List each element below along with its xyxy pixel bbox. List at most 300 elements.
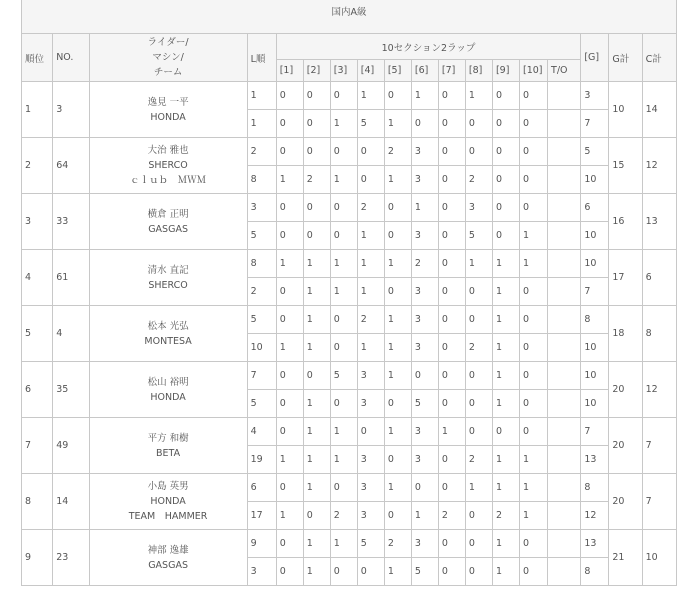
number-cell: 35	[53, 362, 89, 418]
score-cell: 5	[465, 222, 492, 250]
lap-cell: 4	[247, 418, 276, 446]
results-table	[21, 0, 677, 586]
score-cell: 0	[384, 82, 411, 110]
score-cell: 0	[276, 474, 303, 502]
score-cell	[548, 110, 581, 138]
rider-name: 小島 英男	[147, 481, 189, 492]
rider-name: 松本 光弘	[147, 320, 189, 332]
lap-cell: 3	[247, 194, 276, 222]
c-total-cell: 14	[642, 82, 676, 138]
score-cell: 0	[330, 474, 357, 502]
score-cell: 0	[330, 82, 357, 110]
score-cell: 0	[303, 362, 330, 390]
score-cell: 0	[276, 558, 303, 586]
g-cell: 7	[581, 278, 609, 306]
rank-cell: 9	[22, 530, 53, 586]
score-cell: 0	[276, 278, 303, 306]
header-section-col: [9]	[492, 60, 519, 82]
score-cell: 0	[276, 362, 303, 390]
score-cell: 3	[357, 390, 384, 418]
score-cell: 1	[303, 474, 330, 502]
g-cell: 6	[581, 194, 609, 222]
rider-cell	[89, 250, 247, 306]
score-cell: 0	[438, 110, 465, 138]
score-cell: 1	[303, 446, 330, 474]
score-cell: 0	[519, 278, 547, 306]
score-cell: 0	[438, 250, 465, 278]
score-cell: 1	[519, 222, 547, 250]
score-cell: 0	[303, 222, 330, 250]
score-cell: 0	[384, 446, 411, 474]
rider-cell	[89, 362, 247, 418]
score-cell: 1	[303, 334, 330, 362]
score-cell: 1	[303, 418, 330, 446]
score-cell: 1	[276, 166, 303, 194]
number-cell: 14	[53, 474, 89, 530]
rank-cell: 2	[22, 138, 53, 194]
lap-cell: 5	[247, 390, 276, 418]
score-cell	[548, 306, 581, 334]
table-row	[22, 530, 677, 558]
number-cell: 4	[53, 306, 89, 362]
score-cell: 0	[465, 558, 492, 586]
rider-team: ｃｌｕｂ ＭＷＭ	[130, 175, 207, 186]
table-row	[22, 82, 677, 110]
lap-cell: 8	[247, 166, 276, 194]
score-cell: 0	[519, 166, 547, 194]
score-cell: 0	[438, 390, 465, 418]
score-cell: 1	[492, 390, 519, 418]
score-cell: 0	[438, 166, 465, 194]
score-cell: 2	[465, 166, 492, 194]
c-total-cell: 6	[642, 250, 676, 306]
score-cell: 0	[303, 82, 330, 110]
header-sections: 10セクション2ラップ	[276, 34, 581, 60]
score-cell: 1	[276, 446, 303, 474]
rider-machine: HONDA	[150, 111, 186, 123]
header-rider-line: マシン/	[152, 52, 184, 63]
g-cell: 8	[581, 558, 609, 586]
score-cell: 0	[411, 362, 438, 390]
score-cell: 5	[411, 558, 438, 586]
score-cell: 0	[519, 138, 547, 166]
rider-name: 横倉 正明	[147, 208, 189, 220]
score-cell	[548, 390, 581, 418]
header-section-col: [5]	[384, 60, 411, 82]
rank-cell: 6	[22, 362, 53, 418]
score-cell: 0	[519, 110, 547, 138]
score-cell: 0	[465, 362, 492, 390]
header-section-col: [1]	[276, 60, 303, 82]
g-cell: 10	[581, 362, 609, 390]
score-cell: 3	[411, 306, 438, 334]
score-cell: 0	[276, 82, 303, 110]
c-total-cell: 7	[642, 474, 676, 530]
g-total-cell: 16	[609, 194, 642, 250]
score-cell: 1	[330, 278, 357, 306]
c-total-cell: 12	[642, 138, 676, 194]
header-no: NO.	[53, 34, 89, 82]
rank-cell: 3	[22, 194, 53, 250]
score-cell: 0	[411, 110, 438, 138]
number-cell: 49	[53, 418, 89, 474]
score-cell: 1	[330, 530, 357, 558]
score-cell: 1	[276, 250, 303, 278]
score-cell: 2	[465, 334, 492, 362]
score-cell: 0	[330, 138, 357, 166]
rider-cell	[89, 530, 247, 586]
score-cell: 1	[492, 362, 519, 390]
g-total-cell: 21	[609, 530, 642, 586]
g-cell: 10	[581, 390, 609, 418]
g-cell: 10	[581, 222, 609, 250]
score-cell	[548, 334, 581, 362]
table-row	[22, 138, 677, 166]
g-total-cell: 18	[609, 306, 642, 362]
score-cell	[548, 278, 581, 306]
rider-name: 松山 裕明	[147, 376, 189, 388]
score-cell: 2	[438, 502, 465, 530]
rider-name: 逸見 一平	[147, 96, 189, 108]
rider-name: 平方 和樹	[147, 432, 189, 444]
rider-machine: HONDA	[150, 496, 186, 507]
score-cell: 0	[357, 418, 384, 446]
score-cell: 3	[411, 166, 438, 194]
c-total-cell: 8	[642, 306, 676, 362]
rider-name: 大治 雅也	[147, 145, 189, 156]
score-cell	[548, 474, 581, 502]
table-row	[22, 250, 677, 278]
score-cell: 0	[465, 418, 492, 446]
score-cell: 1	[384, 558, 411, 586]
lap-cell: 10	[247, 334, 276, 362]
score-cell: 1	[519, 446, 547, 474]
score-cell: 0	[330, 390, 357, 418]
score-cell: 1	[465, 82, 492, 110]
score-cell: 0	[330, 334, 357, 362]
rider-cell	[89, 82, 247, 138]
score-cell: 0	[519, 418, 547, 446]
score-cell	[548, 502, 581, 530]
c-total-cell: 13	[642, 194, 676, 250]
score-cell: 5	[330, 362, 357, 390]
number-cell: 61	[53, 250, 89, 306]
g-cell: 8	[581, 474, 609, 502]
lap-cell: 9	[247, 530, 276, 558]
g-total-cell: 17	[609, 250, 642, 306]
score-cell: 3	[357, 502, 384, 530]
score-cell: 1	[330, 250, 357, 278]
score-cell	[548, 166, 581, 194]
score-cell: 0	[492, 82, 519, 110]
lap-cell: 1	[247, 110, 276, 138]
score-cell: 1	[276, 502, 303, 530]
score-cell: 1	[357, 82, 384, 110]
score-cell: 1	[303, 278, 330, 306]
score-cell: 0	[276, 418, 303, 446]
g-cell: 12	[581, 502, 609, 530]
table-row	[22, 474, 677, 502]
lap-cell: 6	[247, 474, 276, 502]
rider-name: 清水 直記	[147, 264, 189, 276]
g-cell: 13	[581, 530, 609, 558]
lap-cell: 7	[247, 362, 276, 390]
score-cell: 0	[519, 82, 547, 110]
rider-cell	[89, 418, 247, 474]
score-cell: 0	[438, 334, 465, 362]
header-rider-line: チーム	[153, 67, 183, 78]
score-cell: 0	[357, 558, 384, 586]
score-cell: 0	[519, 334, 547, 362]
g-total-cell: 20	[609, 362, 642, 418]
rank-cell: 7	[22, 418, 53, 474]
lap-cell: 5	[247, 222, 276, 250]
score-cell: 1	[330, 166, 357, 194]
score-cell: 0	[465, 390, 492, 418]
score-cell: 1	[330, 110, 357, 138]
score-cell: 1	[357, 222, 384, 250]
rider-machine: GASGAS	[148, 223, 188, 235]
score-cell: 3	[357, 362, 384, 390]
lap-cell: 2	[247, 278, 276, 306]
score-cell	[548, 194, 581, 222]
score-cell: 0	[438, 278, 465, 306]
score-cell: 3	[411, 138, 438, 166]
score-cell: 0	[438, 446, 465, 474]
score-cell	[548, 418, 581, 446]
number-cell: 23	[53, 530, 89, 586]
score-cell: 0	[276, 530, 303, 558]
score-cell: 0	[438, 474, 465, 502]
header-section-col: [7]	[438, 60, 465, 82]
header-section-col: [8]	[465, 60, 492, 82]
score-cell: 0	[330, 558, 357, 586]
score-cell: 1	[492, 558, 519, 586]
table-row	[22, 418, 677, 446]
score-cell: 1	[384, 110, 411, 138]
header-c-total: C計	[642, 34, 676, 82]
score-cell: 0	[303, 502, 330, 530]
rider-cell	[89, 474, 247, 530]
score-cell: 1	[384, 166, 411, 194]
score-cell: 3	[411, 530, 438, 558]
header-lap: L順	[247, 34, 276, 82]
rider-team: TEAM HAMMER	[128, 511, 208, 522]
score-cell: 1	[330, 446, 357, 474]
g-total-cell: 10	[609, 82, 642, 138]
score-cell: 0	[492, 418, 519, 446]
score-cell: 0	[519, 362, 547, 390]
score-cell: 0	[438, 222, 465, 250]
score-cell: 0	[411, 474, 438, 502]
header-section-col: [2]	[303, 60, 330, 82]
g-cell: 13	[581, 446, 609, 474]
header-g: [G]	[581, 34, 609, 82]
score-cell: 0	[276, 110, 303, 138]
score-cell: 1	[303, 558, 330, 586]
score-cell: 0	[357, 138, 384, 166]
score-cell	[548, 446, 581, 474]
header-g-total: G計	[609, 34, 642, 82]
score-cell	[548, 82, 581, 110]
score-cell: 1	[303, 250, 330, 278]
score-cell: 0	[492, 222, 519, 250]
number-cell: 64	[53, 138, 89, 194]
score-cell: 1	[492, 334, 519, 362]
header-section-col: [4]	[357, 60, 384, 82]
lap-cell: 17	[247, 502, 276, 530]
g-total-cell: 20	[609, 418, 642, 474]
rank-cell: 4	[22, 250, 53, 306]
score-cell: 1	[492, 530, 519, 558]
score-cell: 0	[438, 558, 465, 586]
rider-cell	[89, 194, 247, 250]
score-cell: 2	[465, 446, 492, 474]
score-cell: 1	[492, 278, 519, 306]
score-cell: 1	[384, 362, 411, 390]
score-cell: 0	[303, 194, 330, 222]
score-cell: 1	[384, 334, 411, 362]
rider-machine: HONDA	[150, 391, 186, 403]
g-cell: 8	[581, 306, 609, 334]
rider-machine: MONTESA	[144, 335, 192, 347]
score-cell: 0	[492, 166, 519, 194]
score-cell: 0	[384, 194, 411, 222]
header-section-col: [6]	[411, 60, 438, 82]
number-cell: 3	[53, 82, 89, 138]
g-cell: 3	[581, 82, 609, 110]
class-title: 国内A級	[22, 0, 677, 34]
score-cell: 0	[519, 558, 547, 586]
number-cell: 33	[53, 194, 89, 250]
score-cell: 0	[276, 138, 303, 166]
g-cell: 10	[581, 166, 609, 194]
g-cell: 7	[581, 110, 609, 138]
c-total-cell: 12	[642, 362, 676, 418]
score-cell: 3	[411, 222, 438, 250]
g-cell: 7	[581, 418, 609, 446]
score-cell: 0	[465, 530, 492, 558]
score-cell: 1	[519, 250, 547, 278]
score-cell: 3	[411, 278, 438, 306]
score-cell: 0	[438, 138, 465, 166]
table-row	[22, 306, 677, 334]
score-cell: 1	[384, 250, 411, 278]
score-cell: 1	[492, 446, 519, 474]
score-cell: 0	[303, 110, 330, 138]
score-cell: 0	[438, 306, 465, 334]
c-total-cell: 10	[642, 530, 676, 586]
score-cell: 3	[411, 418, 438, 446]
score-cell: 0	[465, 306, 492, 334]
score-cell: 1	[357, 278, 384, 306]
score-cell	[548, 558, 581, 586]
score-cell: 2	[303, 166, 330, 194]
score-cell: 0	[330, 222, 357, 250]
score-cell: 1	[411, 502, 438, 530]
score-cell: 1	[519, 502, 547, 530]
score-cell: 0	[492, 138, 519, 166]
score-cell: 0	[438, 82, 465, 110]
score-cell: 1	[330, 418, 357, 446]
header-rank: 順位	[22, 34, 53, 82]
score-cell: 0	[492, 194, 519, 222]
score-cell: 5	[411, 390, 438, 418]
score-cell: 5	[357, 110, 384, 138]
score-cell: 2	[492, 502, 519, 530]
score-cell: 1	[492, 306, 519, 334]
score-cell: 0	[330, 306, 357, 334]
score-cell: 1	[303, 530, 330, 558]
score-cell: 0	[438, 194, 465, 222]
score-cell	[548, 250, 581, 278]
score-cell: 0	[357, 166, 384, 194]
score-cell: 1	[438, 418, 465, 446]
score-cell: 0	[465, 502, 492, 530]
score-cell: 0	[519, 194, 547, 222]
score-cell: 1	[357, 334, 384, 362]
score-cell: 3	[411, 446, 438, 474]
g-cell: 10	[581, 334, 609, 362]
score-cell: 1	[519, 474, 547, 502]
score-cell: 1	[411, 82, 438, 110]
score-cell: 0	[276, 390, 303, 418]
score-cell: 0	[276, 306, 303, 334]
score-cell: 0	[303, 138, 330, 166]
score-cell: 2	[411, 250, 438, 278]
score-cell: 5	[357, 530, 384, 558]
score-cell: 1	[384, 306, 411, 334]
score-cell: 1	[411, 194, 438, 222]
lap-cell: 5	[247, 306, 276, 334]
score-cell: 0	[384, 502, 411, 530]
score-cell: 1	[465, 474, 492, 502]
score-cell	[548, 362, 581, 390]
table-row	[22, 362, 677, 390]
score-cell: 1	[465, 250, 492, 278]
rank-cell: 5	[22, 306, 53, 362]
score-cell: 0	[492, 110, 519, 138]
g-cell: 5	[581, 138, 609, 166]
score-cell: 1	[276, 334, 303, 362]
rider-cell	[89, 138, 247, 194]
score-cell: 0	[276, 194, 303, 222]
lap-cell: 2	[247, 138, 276, 166]
score-cell: 3	[465, 194, 492, 222]
rank-cell: 8	[22, 474, 53, 530]
lap-cell: 19	[247, 446, 276, 474]
score-cell	[548, 530, 581, 558]
rider-machine: SHERCO	[148, 160, 188, 171]
c-total-cell: 7	[642, 418, 676, 474]
score-cell	[548, 138, 581, 166]
header-section-col: [10]	[519, 60, 547, 82]
score-cell: 0	[465, 110, 492, 138]
header-section-col: T/O	[548, 60, 581, 82]
score-cell: 0	[519, 390, 547, 418]
score-cell	[548, 222, 581, 250]
rider-machine: SHERCO	[148, 279, 188, 291]
score-cell: 0	[519, 530, 547, 558]
header-rider-line: ライダー/	[147, 37, 189, 48]
score-cell: 2	[357, 194, 384, 222]
lap-cell: 1	[247, 82, 276, 110]
lap-cell: 8	[247, 250, 276, 278]
header-rider	[89, 34, 247, 82]
rider-machine: GASGAS	[148, 559, 188, 571]
score-cell: 2	[357, 306, 384, 334]
score-cell: 0	[384, 390, 411, 418]
